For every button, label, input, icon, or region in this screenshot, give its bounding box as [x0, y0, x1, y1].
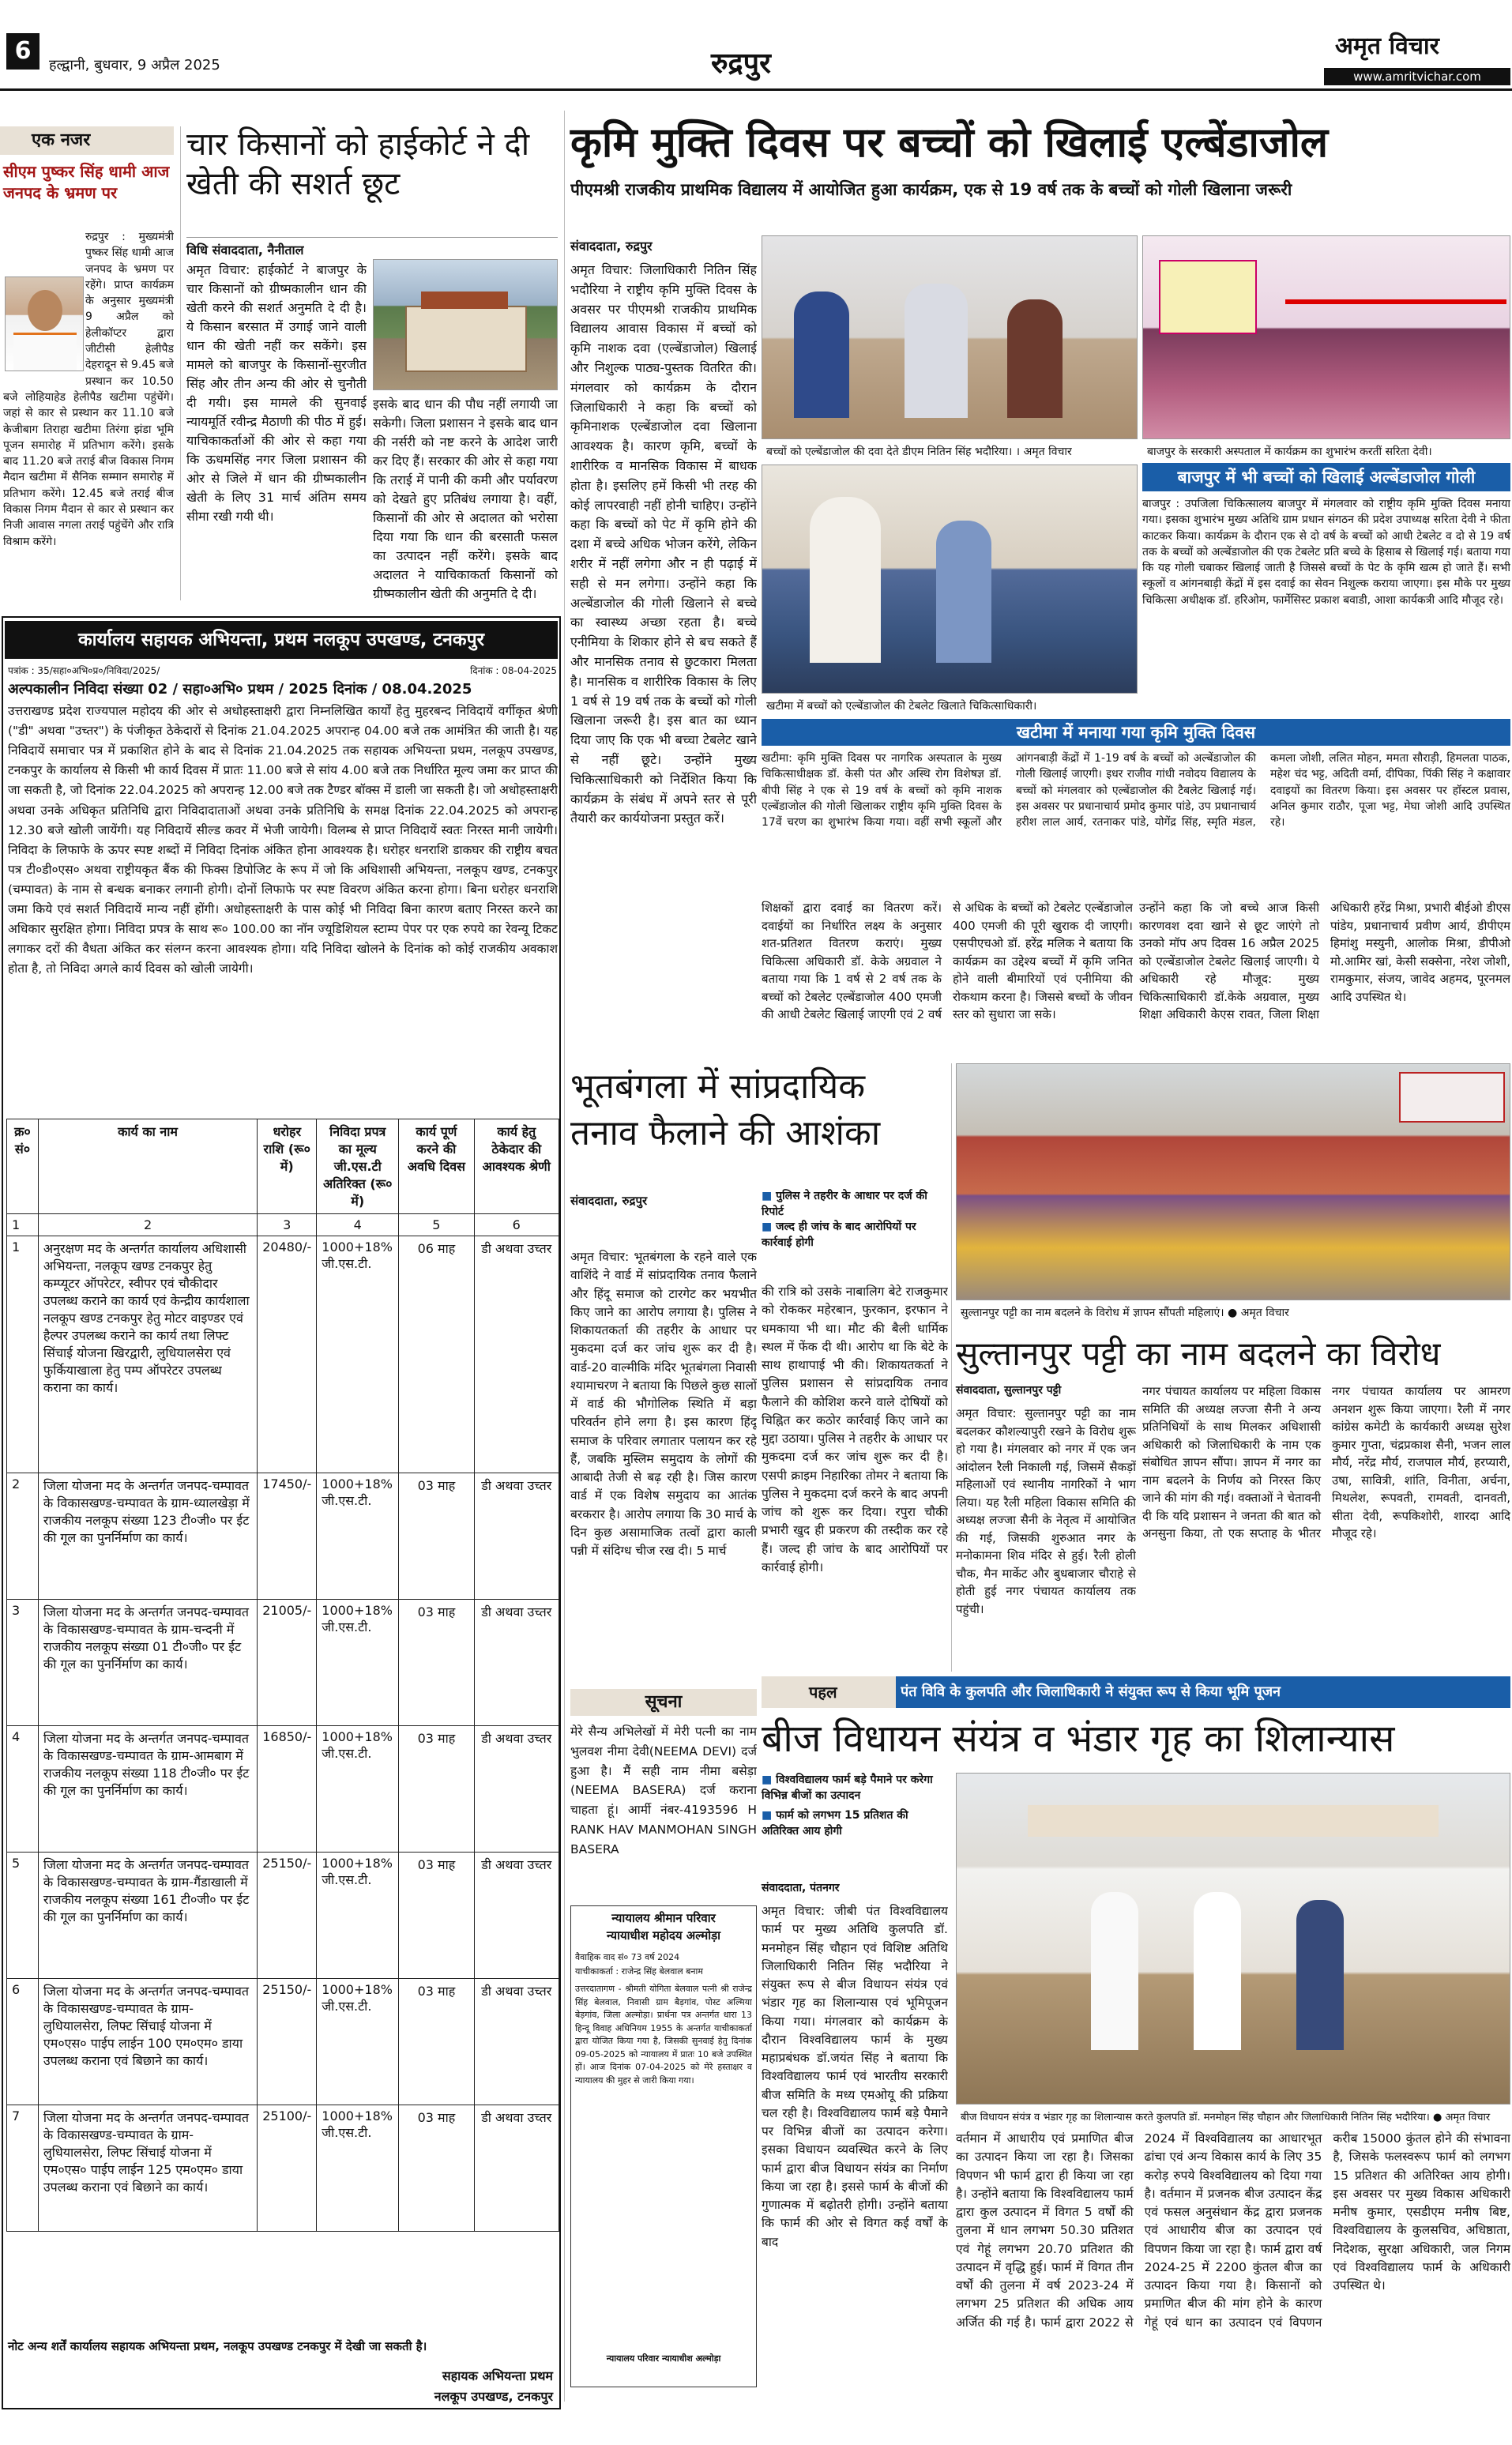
- tender-colnum: 2: [38, 1214, 257, 1236]
- tender-note: नोट अन्य शर्तें कार्यालय सहायक अभियन्ता प्रथम, नलकूप उपखण्ड टनकपुर में देखी जा सकती है।: [8, 2339, 427, 2353]
- tender-class: डी अथवा उच्तर: [474, 1726, 559, 1853]
- tender-form: 1000+18% जी.एस.टी.: [317, 1236, 399, 1473]
- bhoot-dateline: संवाददाता, रुद्रपुर: [570, 1194, 648, 1208]
- deworm-headline: कृमि मुक्ति दिवस पर बच्चों को खिलाई एल्बेंडाजोल: [570, 119, 1329, 167]
- court-head-2: न्यायाधीश महोदय अल्मोड़ा: [606, 1928, 721, 1943]
- tender-ref: पत्रांक : 35/सहा०अभि०प्र०/निविदा/2025/: [8, 665, 160, 676]
- tender-col-deposit: धरोहर राशि (रू० में): [258, 1119, 317, 1214]
- deworm-body: अमृत विचार: जिलाधिकारी नितिन सिंह भदौरिया ने राष्ट्रीय कृमि मुक्ति दिवस के अवसर पर पीएमश्री राजकीय प्राथमिक विद्यालय आवास विकास में बच्चों को कृमि नाशक दवा (एल्बेंडाजोल) खिलाई और निशुल्क पाठ्य-पुस्तक वितरित की। मंगलवार को कार्यक्रम के दौरान जिलाधिकारी ने कहा कि बच्चों को कृमिनाशक एल्बेंडाजोल दवा खिलाना आवश्यक है। कारण कृमि, बच्चों के शारीरिक व मानसिक विकास में बाधक होता है। इसलिए हमें किसी भी तरह की कोई लापरवाही नहीं होनी चाहिए। उन्होंने कहा कि बच्चों को पेट में कृमि होने की दशा में बच्चे अधिक भोजन करेंगे, लेकिन शरीर में नहीं लगेगा और न ही पढ़ाई में सही से मन लगेगा। उन्होंने कहा कि अल्बेंडाजोल की गोली खिलाने से बच्चे का स्वास्थ्य अच्छा रहता है। बच्चे एनीमिया के शिकार होने से बच सकते हैं और मानसिक तनाव से छुटकारा मिलता है। मानसिक व शारीरिक विकास के लिए 1 वर्ष से 19 वर्ष तक के बच्चों को गोली खिलाना जरूरी है। इस बात का ध्यान दिया जाए कि एक भी बच्चा टेबलेट खाने से नहीं छूटे। उन्होंने मुख्य चिकित्साधिकारी को निर्देशित किया कि कार्यक्रम के संबंध में अपने स्तर से पूरी तैयारी कर कार्ययोजना प्रस्तुत करें।: [570, 262, 757, 826]
- tender-work: जिला योजना मद के अन्तर्गत जनपद-चम्पावत के विकासखण्ड-चम्पावत के ग्राम-चन्दनी में राजकीय नलकूप संख्या 01 टी०जी० पर ईट की गूल का पुनर्निर्माण का कार्य।: [38, 1600, 257, 1726]
- table-row: [7, 1473, 559, 1600]
- pehal-bullets: [762, 1773, 948, 1839]
- bhoot-bullet-2: ■ जल्द ही जांच के बाद आरोपियों पर कार्रवाई होगी: [762, 1221, 916, 1249]
- hc-body-col1: अमृत विचार: हाईकोर्ट ने बाजपुर के चार किसानों को ग्रीष्मकालीन धान की खेती करने की सशर्त अनुमति दे दी है। ये किसान बरसात में उगाई जाने वाली धान की खेती नहीं कर सकेंगे। इस मामले को बाजपुर के किसानों-सुरजीत सिंह और तीन अन्य की ओर से चुनौती दी गयी। इस मामले की सुनवाई न्यायमूर्ति रवीन्द्र मैठाणी की पीठ में हुई। याचिकाकर्ताओं की ओर से कहा गया कि ऊधमसिंह नगर जिला प्रशासन की ओर से जिले में धान की ग्रीष्मकालीन खेती के लिए 31 मार्च अंतिम समय सीमा रखी गयी थी।: [186, 262, 367, 524]
- tender-form: 1000+18% जी.एस.टी.: [317, 1600, 399, 1726]
- tender-work: जिला योजना मद के अन्तर्गत जनपद-चम्पावत के विकासखण्ड-चम्पावत के ग्राम-ध्यालखेड़ा में राजकीय नलकूप संख्या 123 टी०जी० पर ईट की गूल का पुनर्निर्माण का कार्य।: [38, 1473, 257, 1600]
- bhoot-body-1: अमृत विचार: भूतबंगला के रहने वाले एक वाशिंदे ने वार्ड में सांप्रदायिक तनाव फैलाने और हिंदू समाज को टारगेट कर भयभीत किए जाने का आरोप लगाया है। पुलिस ने शिकायतकर्ता की तहरीर के आधार पर मुकदमा दर्ज कर जांच शुरू कर दी है। वार्ड-20 वाल्मीकि मंदिर भूतबंगला निवासी श्यामाचरण ने बताया कि पिछले कुछ सालों में वार्ड की भौगोलिक स्थिति में बड़ा परिवर्तन होने लगा है। इस कारण हिंदू समाज के परिवार लगातार पलायन कर रहे हैं, जबकि मुस्लिम समुदाय के लोगों की आबादी तेजी से बढ़ रही है। जिस कारण वार्ड में एक विशेष समुदाय का आतंक बरकरार है। आरोप लगाया कि 30 मार्च के दिन कुछ असामाजिक तत्वों द्वारा काली पन्नी में संदिग्ध चीज रख दी। 5 मार्च: [570, 1250, 757, 1558]
- khatima-body: खटीमा: कृमि मुक्ति दिवस पर नागरिक अस्पताल के मुख्य चिकित्साधीक्षक डॉ. केसी पंत और अस्थि रोग विशेषज्ञ डॉ. बीपी सिंह ने एक से 19 वर्ष के बच्चों को कृमि नाशक एल्बेंडाजोल की गोली खिलाकर राष्ट्रीय कृमि मुक्ति दिवस के 17वें चरण का शुभारंभ किया गया। वहीं सभी स्कूलों और आंगनबाड़ी केंद्रों में 1-19 वर्ष के बच्चों को अल्बेंडाजोल की गोली खिलाई जाएगी। इधर राजीव गांधी नवोदय विद्यालय के बच्चों को मंगलवार को एल्बेंडाजोल की टैबलेट खिलाई गई। इस अवसर पर प्रधानाचार्य प्रमोद कुमार पांडे, उप प्रधानाचार्य हरीश लाल आर्य, रतनाकर पांडे, योगेंद्र सिंह, स्मृति मंडल, कमला जोशी, ललित मोहन, ममता सौराड़ी, हिमलता पाठक, महेश चंद भट्ट, अदिती वर्मा, दीपिका, पिंकी सिंह ने कक्षावार दवाइयों का वितरण किया। इस अवसर पर हॉस्टल प्रवास, अनिल कुमार राठौर, पूजा भट्ट, मेघा जोशी आदि उपस्थित रहे।: [762, 752, 1510, 829]
- tender-work: जिला योजना मद के अन्तर्गत जनपद-चम्पावत के विकासखण्ड-चम्पावत के ग्राम-लुधियालसेरा, लिफ्ट सिंचाई योजना में एम०एस० पाईप लाईन 100 एम०एम० डाया उपलब्ध कराना एवं बिछाने का कार्य।: [38, 1979, 257, 2105]
- column-rule: [180, 126, 181, 600]
- tender-colnum: 6: [474, 1214, 559, 1236]
- deworm-caption-dm: बच्चों को एल्बेंडाजोल की दवा देते डीएम नितिन सिंह भदौरिया। । अमृत विचार: [762, 442, 1138, 461]
- tender-sn: 7: [7, 2105, 39, 2232]
- tender-deposit: 21005/-: [258, 1600, 317, 1726]
- section-name: रुद्रपुर: [711, 47, 771, 80]
- tender-period: 03 माह: [399, 1979, 474, 2105]
- tender-work: जिला योजना मद के अन्तर्गत जनपद-चम्पावत के विकासखण्ड-चम्पावत के ग्राम-गैंडाखाली में राजकीय नलकूप संख्या 161 टी०जी० पर ईट की गूल का पुनर्निर्माण का कार्य।: [38, 1853, 257, 1979]
- ek-nazar-headline: सीएम पुष्कर सिंह धामी आज जनपद के भ्रमण पर: [3, 162, 170, 202]
- suchna-tag: सूचना: [570, 1689, 757, 1716]
- tender-colnum-row: [7, 1214, 559, 1236]
- deworm-body-3: उन्होंने कहा कि जो बच्चे आज किसी कारणवश दवा खाने से छूट जाएंगे तो उनको मॉप अप दिवस 16 अप्रैल 2025 को एल्बेंडाजोल टेबलेट खिलाई जाएगी। ये अधिकारी रहे मौजूद: मुख्य चिकित्साधिकारी डॉ.केके अग्रवाल, मुख्य शिक्षा अधिकारी केएस रावत, जिला शिक्षा अधिकारी हरेंद्र मिश्रा, प्रभारी बीईओ डीएस पांडेय, प्रधानाचार्य प्रवीण आर्य, डीपीएम हिमांशु मस्युनी, आलोक मिश्रा, डीपीओ मो.आमिर खां, केसी सक्सेना, नरेश जोशी, रामकुमार, संजय, जावेद अहमद, पूरनमल आदि उपस्थित थे।: [1139, 901, 1510, 1021]
- pehal-dateline: संवाददाता, पंतनगर: [762, 1882, 840, 1894]
- pehal-bullet-1: ■ विश्वविद्यालय फार्म बड़े पैमाने पर करेगा विभिन्न बीजों का उत्पादन: [762, 1774, 933, 1802]
- table-row: [7, 1853, 559, 1979]
- court-party: याचीकाकर्ता : राजेन्द्र सिंह बेलवाल बनाम: [575, 1966, 703, 1977]
- pehal-caption: बीज विधायन संयंत्र व भंडार गृह का शिलान्यास करते कुलपति डॉ. मनमोहन सिंह चौहान और जिलाधिकारी नितिन सिंह भदौरिया। ● अमृत विचार: [956, 2108, 1510, 2125]
- tender-header-row: [7, 1119, 559, 1214]
- tender-sign-2: नलकूप उपखण्ड, टनकपुर: [434, 2389, 553, 2404]
- sultanpur-body-1: अमृत विचार: सुल्तानपुर पट्टी का नाम बदलकर कौशल्यापुरी रखने के विरोध शुरू हो गया है। मंगलवार को नगर में एक जन आंदोलन रैली निकाली गई, जिसमें सैकड़ों महिलाओं एवं स्थानीय नागरिकों ने भाग लिया। यह रैली महिला विकास समिति की अध्यक्ष लज्जा सैनी के नेतृत्व में आयोजित की गई, जिसकी शुरुआत नगर के मनोकामना शिव मंदिर से हुई। रैली होली चौक, मैन मार्केट और बुधबाजार चौराहे से होती हुई नगर पंचायत कार्यालय तक पहुंची।: [956, 1406, 1136, 1616]
- tender-class: डी अथवा उच्तर: [474, 2105, 559, 2232]
- tender-colnum: 3: [258, 1214, 317, 1236]
- bhoot-headline: भूतबंगला में सांप्रदायिक तनाव फैलाने की आशंका: [570, 1066, 881, 1154]
- tender-ref-date: दिनांक : 08-04-2025: [470, 665, 557, 676]
- tender-table-wrap: [6, 1119, 559, 2232]
- sultanpur-dateline: संवाददाता, सुल्तानपुर पट्टी: [956, 1384, 1062, 1397]
- tender-period: 03 माह: [399, 1600, 474, 1726]
- hc-headline: चार किसानों को हाईकोर्ट ने दी खेती की सशर्त छूट: [186, 126, 530, 202]
- masthead-rule: [0, 88, 1512, 91]
- court-body: उत्तरदातागण - श्रीमती योगिता बेलवाल पत्नी श्री राजेन्द्र सिंह बेलवाल, निवासी ग्राम बैड़गांव, पोस्ट अल्मिया बेड़गांव, जिला अल्मोड़ा। प्रार्थना पत्र अन्तर्गत धारा 13 हिन्दू विवाह अधिनियम 1955 के अन्तर्गत याचीकाकर्ता द्वारा योजित किया गया है, जिसकी सुनवाई हेतु दिनांक 09-05-2025 को न्यायालय में प्रातः 10 बजे उपस्थित हों। आज दिनांक 07-04-2025 को मेरे हस्ताक्षर व न्यायालय की मुहर से जारी किया गया।: [575, 1984, 752, 2086]
- tender-sn: 4: [7, 1726, 39, 1853]
- tender-form: 1000+18% जी.एस.टी.: [317, 1473, 399, 1600]
- tender-col-work: कार्य का नाम: [38, 1119, 257, 1214]
- bhoot-bullet-1: ■ पुलिस ने तहरीर के आधार पर दर्ज की रिपोर्ट: [762, 1190, 927, 1218]
- column-rule: [564, 111, 565, 2402]
- tender-col-form: निविदा प्रपत्र का मूल्य जी.एस.टी अतिरिक्त (रू० में): [317, 1119, 399, 1214]
- hc-building-photo: [373, 259, 558, 390]
- bajpur-headline: बाजपुर में भी बच्चों को खिलाई अल्बेंडाजोल गोली: [1142, 463, 1510, 491]
- deworm-dateline: संवाददाता, रुद्रपुर: [570, 239, 653, 254]
- tender-period: 03 माह: [399, 2105, 474, 2232]
- pehal-bullet-2: ■ फार्म को लगभग 15 प्रतिशत की अतिरिक्त आय होगी: [762, 1809, 908, 1838]
- tender-period: 06 माह: [399, 1236, 474, 1473]
- ek-nazar-tag: एक नजर: [0, 126, 174, 155]
- hc-dateline: विधि संवाददाता, नैनीताल: [186, 237, 558, 258]
- deworm-photo-khatima: [762, 465, 1138, 694]
- brand-logo: अमृत विचार: [1335, 32, 1439, 60]
- tender-sn: 1: [7, 1236, 39, 1473]
- sultanpur-caption: सुल्तानपुर पट्टी का नाम बदलने के विरोध में ज्ञापन सौंपती महिलाएं। ● अमृत विचार: [956, 1303, 1510, 1322]
- tender-form: 1000+18% जी.एस.टी.: [317, 2105, 399, 2232]
- tender-class: डी अथवा उच्तर: [474, 1473, 559, 1600]
- tender-work: जिला योजना मद के अन्तर्गत जनपद-चम्पावत के विकासखण्ड-चम्पावत के ग्राम-आमबाग में राजकीय नलकूप संख्या 118 टी०जी० पर ईट की गूल का पुनर्निर्माण का कार्य।: [38, 1726, 257, 1853]
- suchna-body: मेरे सैन्य अभिलेखों में मेरी पत्नी का नाम भुलवश नीमा देवी(NEEMA DEVI) दर्ज हुआ है। मैं सही नाम नीमा बसेड़ा (NEEMA BASERA) दर्ज कराना चाहता हूं। आर्मी नंबर-4193596 H RANK HAV MANMOHAN SINGH BASERA: [570, 1725, 757, 1856]
- pehal-photo: [956, 1773, 1510, 2105]
- tender-title: कार्यालय सहायक अभियन्ता, प्रथम नलकूप उपखण्ड, टनकपुर: [5, 621, 558, 659]
- tender-deposit: 25100/-: [258, 2105, 317, 2232]
- table-row: [7, 1600, 559, 1726]
- sultanpur-body-2: नगर पंचायत कार्यालय पर महिला विकास समिति की अध्यक्ष लज्जा सैनी ने अन्य प्रतिनिधियों के साथ मिलकर अधिशासी अधिकारी को जिलाधिकारी के नाम एक संबोधित ज्ञापन सौंपा। ज्ञापन में नगर का नाम बदलने के निर्णय को निरस्त किए जाने की मांग की गई। वक्ताओं ने चेतावनी दी कि यदि प्रशासन ने जनता की बात को अनसुना किया, तो एक सप्ताह के भीतर नगर पंचायत कार्यालय पर आमरण अनशन शुरू किया जाएगा। रैली में नगर कांग्रेस कमेटी के कार्यकारी अध्यक्ष सुरेश कुमार गुप्ता, चंद्रप्रकाश सैनी, भजन लाल मौर्य, नरेंद्र मौर्य, राजपाल मौर्य, हरप्यारी, उषा, सावित्री, शांति, विनीता, अर्चना, मिथलेश, रूपवती, रामवती, दानवती, सीता देवी, रूपकिशोरी, शारदा आदि मौजूद रहे।: [1142, 1384, 1510, 1540]
- tender-deposit: 20480/-: [258, 1236, 317, 1473]
- tender-col-sn: क्र० सं०: [7, 1119, 39, 1214]
- table-row: [7, 1726, 559, 1853]
- sultanpur-photo: [956, 1063, 1510, 1300]
- pehal-headline: बीज विधायन संयंत्र व भंडार गृह का शिलान्यास: [762, 1717, 1395, 1761]
- tender-colnum: 4: [317, 1214, 399, 1236]
- tender-table: [6, 1119, 559, 2232]
- deworm-photo-dm: [762, 235, 1138, 439]
- tender-class: डी अथवा उच्तर: [474, 1853, 559, 1979]
- tender-class: डी अथवा उच्तर: [474, 1600, 559, 1726]
- deworm-subhead: पीएमश्री राजकीय प्राथमिक विद्यालय में आयोजित हुआ कार्यक्रम, एक से 19 वर्ष तक के बच्चों को गोली खिलाना जरूरी: [570, 180, 1292, 199]
- tender-period: 03 माह: [399, 1726, 474, 1853]
- tender-notice-body: उत्तराखण्ड प्रदेश राज्यपाल महोदय की ओर से अधोहस्ताक्षरी द्वारा निम्नलिखित कार्यों हेतु मुहरबन्द निविदायें वर्गीकृत श्रेणी ("डी" अथवा "उच्तर") के पंजीकृत ठेकेदारों से दिनांक 21.04.2025 अपरान्ह 04.00 बजे तक आमंत्रित की जाती है। यह निविदायें समाचार पत्र में प्रकाशित होने के बाद से दिनांक 21.04.2025 तक सहायक अभियन्ता प्रथम, नलकूप उपखण्ड, टनकपुर के कार्यालय से किसी भी कार्य दिवस में प्रातः 11.00 बजे से सांय 4.00 बजे तक निर्धारित मूल्य जमा कर प्राप्त की जा सकती है, जो दिनांक 22.04.2025 को अपरान्ह 12.00 बजे तक टैण्डर बॉक्स में डाली जा सकती है। जो अधोहस्ताक्षरी अथवा उनके अधिकृत प्रतिनिधि द्वारा निविदादाताओं अथवा उनके प्रतिनिधि के समक्ष दिनांक 22.04.2025 को अपरान्ह 12.30 बजे खोली जायेंगी। यह निविदायें सील्ड कवर में भेजी जायेगी। विलम्ब से प्राप्त निविदायें स्वतः निरस्त मानी जायेगी। निविदा के लिफाफे के ऊपर स्पष्ट शब्दों में निविदा दिनांक अंकित होना आवश्यक है। धरोहर धनराशि डाकघर की राष्ट्रीय बचत पत्र टी०डी०एस० अथवा राष्ट्रीयकृत बैंक की फिक्स डिपोजिट के रूप में जो कि अधिशासी अभियन्ता, नलकूप खण्ड, टनकपुर (चम्पावत) के नाम से बन्धक बनाकर लगानी होगी। दोनों लिफाफे पर स्पष्ट विवरण अंकित करना होगा। बिना धरोहर धनराशि जमा किये एवं सशर्त निविदायें मान्य नहीं होंगी। अधोहस्ताक्षरी के पास कोई भी निविदा बिना कारण बताए निरस्त करने का अधिकार सुरक्षित होगा। निविदा प्रपत्र के साथ रू० 100.00 का नॉन ज्यूडिशियल स्टाम्प पेपर पर एक रुपये का रेवन्यू टिकट लगाकर दरों की वैधता अंकित कर संलग्न करना आवश्यक होगा। यदि निविदा खोलने के दिनांक को कोई राजकीय अवकाश होता है, तो निविदा अगले कार्य दिवस को खोली जायेगी।: [8, 704, 558, 976]
- pehal-body-1: अमृत विचार: जीबी पंत विश्वविद्यालय फार्म पर मुख्य अतिथि कुलपति डॉ. मनमोहन सिंह चौहान एवं विशिष्ट अतिथि जिलाधिकारी नितिन सिंह भदौरिया ने संयुक्त रूप से बीज विधायन संयंत्र एवं भंडार गृह का शिलान्यास एवं भूमिपूजन किया गया। मंगलवार को कार्यक्रम के दौरान विश्वविद्यालय फार्म के मुख्य महाप्रबंधक डॉ.जयंत सिंह ने बताया कि विश्वविद्यालय फार्म एवं भारतीय सरकारी बीज समिति के मध्य एमओयू की प्रक्रिया चल रही है। विश्वविद्यालय फार्म बड़े पैमाने पर विभिन्न बीजों का उत्पादन करेगा। इसका विधायन व्यवस्थित करने के लिए फार्म द्वारा बीज विधायन संयंत्र का निर्माण किया जा रहा है। इससे फार्म के बीजों की गुणात्मक में बढ़ोतरी होगी। उन्होंने बताया कि फार्म की ओर से विगत कई वर्षों के बाद: [762, 1904, 948, 2249]
- bajpur-body: बाजपुर : उपजिला चिकित्सालय बाजपुर में मंगलवार को राष्ट्रीय कृमि मुक्ति दिवस मनाया गया। इसका शुभारंभ मुख्य अतिथि ग्राम प्रधान संगठन की प्रदेश उपाध्यक्ष सरिता देवी ने फीता काटकर किया। कार्यक्रम के दौरान एक से दो वर्ष के बच्चों को आधी टेबलेट व दो से 19 वर्ष तक के बच्चों को अल्बेंडाजोल की एक टेबलेट प्रति बच्चे के हिसाब से खिलाई गई। बताया गया कि यह गोली चबाकर खिलाई जाती है जिससे बच्चों के पेट के कृमि खत्म हो जाते हैं। सभी स्कूलों व आंगनबाड़ी केंद्रों में इस दवाई का सेवन निशुल्क कराया जाएगा। इस मौके पर मुख्य चिकित्सा अधीक्षक डॉ. हरिओम, फार्मेसिस्ट प्रकाश बवाडी, आशा कार्यकत्री आदि मौजूद रहे।: [1142, 498, 1510, 607]
- tender-period: 03 माह: [399, 1853, 474, 1979]
- tender-col-period: कार्य पूर्ण करने की अवधि दिवस: [399, 1119, 474, 1214]
- ek-nazar-body: रुद्रपुर : मुख्यमंत्री पुष्कर सिंह धामी आज जनपद के भ्रमण पर रहेंगे। प्राप्त कार्यक्रम के अनुसार मुख्यमंत्री 9 अप्रैल को हेलीकॉप्टर द्वारा जीटीसी हेलीपैड देहरादून से 9.45 बजे प्रस्थान कर 10.50 बजे लोहियाहेड हेलीपैड खटीमा पहुंचेंगे। जहां से कार से प्रस्थान कर 11.10 बजे केजीबाग तिराहा खटीमा तिरंगा झंडा भूमि पूजन समारोह में प्रतिभाग करेंगे। इसके बाद 11.20 बजे तराई बीज विकास निगम मैदान खटीमा में सैनिक सम्मान समारोह में प्रतिभाग करेंगे। 12.45 बजे तराई बीज विकास निगम मैदान से कार से प्रस्थान कर निजी आवास नगला तराई पहुंचेंगे और रात्रि विश्राम करेंगे।: [3, 231, 174, 548]
- tender-form: 1000+18% जी.एस.टी.: [317, 1853, 399, 1979]
- page-number-box: 6: [6, 33, 39, 70]
- tender-colnum: 1: [7, 1214, 39, 1236]
- column-rule: [951, 1063, 952, 1672]
- tender-col-class: कार्य हेतु ठेकेदार की आवश्यक श्रेणी: [474, 1119, 559, 1214]
- tender-class: डी अथवा उच्तर: [474, 1236, 559, 1473]
- tender-sn: 2: [7, 1473, 39, 1600]
- tender-work: जिला योजना मद के अन्तर्गत जनपद-चम्पावत के विकासखण्ड-चम्पावत के ग्राम-लुधियालसेरा, लिफ्ट सिंचाई योजना में एम०एस० पाईप लाईन 125 एम०एम० डाया उपलब्ध कराना एवं बिछाने का कार्य।: [38, 2105, 257, 2232]
- tender-sn: 5: [7, 1853, 39, 1979]
- tender-deposit: 17450/-: [258, 1473, 317, 1600]
- sultanpur-headline: सुल्तानपुर पट्टी का नाम बदलने का विरोध: [956, 1334, 1441, 1373]
- tender-notice-head: अल्पकालीन निविदा संख्या 02 / सहा०अभि० प्रथम / 2025 दिनांक / 08.04.2025: [8, 681, 472, 698]
- tender-sign-1: सहायक अभियन्ता प्रथम: [442, 2368, 553, 2383]
- tender-deposit: 16850/-: [258, 1726, 317, 1853]
- table-row: [7, 1236, 559, 1473]
- tender-sn: 6: [7, 1979, 39, 2105]
- date-line: हल्द्वानी, बुधवार, 9 अप्रैल 2025: [49, 57, 220, 73]
- pehal-body-2: वर्तमान में आधारीय एवं प्रमाणित बीज का उत्पादन किया जा रहा है। जिसका विपणन भी फार्म द्वारा ही किया जा रहा है। उन्होंने बताया कि विश्वविद्यालय फार्म द्वारा कुल उत्पादन में विगत 5 वर्षों की तुलना में धान लगभग 50.30 प्रतिशत एवं गेहूं लगभग 20.70 प्रतिशत की उत्पादन में वृद्धि हुई। फार्म में विगत तीन वर्षों की तुलना में वर्ष 2023-24 में लगभग 25 प्रतिशत की अधिक आय अर्जित की गई है। फार्म द्वारा 2022 से 2024 में विश्वविद्यालय का आधारभूत ढांचा एवं अन्य विकास कार्य के लिए 35 करोड़ रुपये विश्वविद्यालय को दिया गया है। वर्तमान में प्रजनक बीज उत्पादन केंद्र एवं फसल अनुसंधान केंद्र द्वारा प्रजनक एवं आधारीय बीज का उत्पादन एवं विपणन किया जा रहा है। फार्म द्वारा वर्ष 2024-25 में 2200 कुंतल बीज का उत्पादन किया गया है। किसानों को प्रमाणित बीज की मांग होने के कारण गेहूं एवं धान का उत्पादन एवं विपणन करीब 15000 कुंतल होने की संभावना है, जिसके फलस्वरूप फार्म को लगभग 15 प्रतिशत की अतिरिक्त आय होगी। इस अवसर पर मुख्य विकास अधिकारी मनीष कुमार, एसडीएम मनीष बिष्ट, विश्वविद्यालय के कुलसचिव, अधिष्ठाता, निदेशक, सुरक्षा अधिकारी, जल निगम एवं विश्वविद्यालय फार्म के अधिकारी उपस्थित थे।: [956, 2131, 1510, 2330]
- table-row: [7, 1979, 559, 2105]
- tender-work: अनुरक्षण मद के अन्तर्गत कार्यालय अधिशासी अभियन्ता, नलकूप खण्ड टनकपुर हेतु कम्प्यूटर ऑपरेटर, स्वीपर एवं चौकीदार उपलब्ध कराने का कार्य एवं केन्द्रीय कार्यशाला नलकूप खण्ड टनकपुर हेतु मोटर वाइण्डर एवं हैल्पर उपलब्ध कराने का कार्य तथा लिफ्ट सिंचाई योजना खिरद्वारी, लुधियालसेरा एवं फुर्कियाखाला हेतु पम्प ऑपरेटर उपलब्ध कराना का कार्य।: [38, 1236, 257, 1473]
- tender-form: 1000+18% जी.एस.टी.: [317, 1726, 399, 1853]
- bhoot-bullets: [762, 1189, 943, 1251]
- deworm-photo-bajpur: [1142, 235, 1510, 439]
- pehal-kicker: पंत विवि के कुलपति और जिलाधिकारी ने संयुक्त रूप से किया भूमि पूजन: [901, 1683, 1281, 1700]
- table-row: [7, 2105, 559, 2232]
- tender-deposit: 25150/-: [258, 1979, 317, 2105]
- court-sign: न्यायालय परिवार न्यायाधीश अल्मोड़ा: [606, 2353, 721, 2364]
- deworm-body-2: शिक्षकों द्वारा दवाई का वितरण करें। दवाईयों का निर्धारित लक्ष्य के अनुसार शत-प्रतिशत वितरण कराएं। मुख्य चिकित्सा अधिकारी डॉ. केके अग्रवाल ने बताया गया कि 1 वर्ष से 2 वर्ष तक के बच्चों को टेबलेट एल्बेंडाजोल 400 एमजी की आधी टेबलेट खिलाई जाएगी एवं 2 वर्ष से अधिक के बच्चों को टेबलेट एल्बेंडाजोल 400 एमजी की पूरी खुराक दी जाएगी। एसपीएचओ डॉ. हरेंद्र मलिक ने बताया कि कार्यक्रम का उद्देश्य बच्चों में कृमि जनित होने वाली बीमारियों एवं एनीमिया की रोकथाम करना है। जिससे बच्चों के जीवन स्तर को सुधारा जा सके।: [762, 901, 1133, 1021]
- khatima-headline: खटीमा में मनाया गया कृमि मुक्ति दिवस: [762, 719, 1510, 746]
- tender-deposit: 25150/-: [258, 1853, 317, 1979]
- bhoot-body-2: की रात्रि को उसके नाबालिग बेटे राजकुमार को रोककर महेरबान, फुरकान, इरफान ने धमकाया भी था। मौट की बैली धार्मिक स्थल में फेंक दी थी। आरोप था कि बेटे के साथ हाथापाई भी की। शिकायतकर्ता ने पुलिस प्रशासन से सांप्रदायिक तनाव फैलाने की कोशिश करने वाले दोषियों को चिह्नित कर कठोर कार्रवाई किए जाने का मुद्दा उठाया। पुलिस ने तहरीर के आधार पर मुकदमा दर्ज कर जांच शुरू कर दी है। एसपी क्राइम निहारिका तोमर ने बताया कि पुलिस ने मुकदमा दर्ज करने के बाद अपनी जांच को शुरू कर दिया। रपुरा चौकी प्रभारी खुद ही प्रकरण की तस्दीक कर रहे हैं। जल्द ही जांच के बाद आरोपियों पर कार्रवाई होगी।: [762, 1285, 948, 1574]
- court-head-1: न्यायालय श्रीमान परिवार: [611, 1911, 716, 1925]
- tender-class: डी अथवा उच्तर: [474, 1979, 559, 2105]
- hc-body-col2: इसके बाद धान की पौध नहीं लगायी जा सकेगी। जिला प्रशासन ने इसके बाद धान की नर्सरी को नष्ट करने के आदेश जारी कर दिए हैं। सरकार की ओर से कहा गया कि तराई में पानी की कमी और पर्यावरण को देखते हुए प्रतिबंध लगाया है। वहीं, किसानों की ओर से अदालत को भरोसा दिया गया कि धान की बरसाती फसल का उत्पादन नहीं करेंगे। इसके बाद अदालत ने याचिकाकर्ता किसानों को ग्रीष्मकालीन खेती की अनुमति दे दी।: [373, 397, 558, 601]
- deworm-caption-bajpur: बाजपुर के सरकारी अस्पताल में कार्यक्रम का शुभारंभ करतीं सरिता देवी।: [1142, 442, 1510, 461]
- tender-colnum: 5: [399, 1214, 474, 1236]
- tender-form: 1000+18% जी.एस.टी.: [317, 1979, 399, 2105]
- tender-sn: 3: [7, 1600, 39, 1726]
- court-case: वैवाहिक वाद सं० 73 वर्ष 2024: [575, 1952, 680, 1962]
- pehal-tag: पहल: [762, 1676, 896, 1708]
- site-url[interactable]: www.amritvichar.com: [1324, 68, 1510, 85]
- tender-period: 03 माह: [399, 1473, 474, 1600]
- deworm-caption-khatima: खटीमा में बच्चों को एल्बेंडाजोल की टेबलेट खिलाते चिकित्साधिकारी।: [762, 697, 1138, 715]
